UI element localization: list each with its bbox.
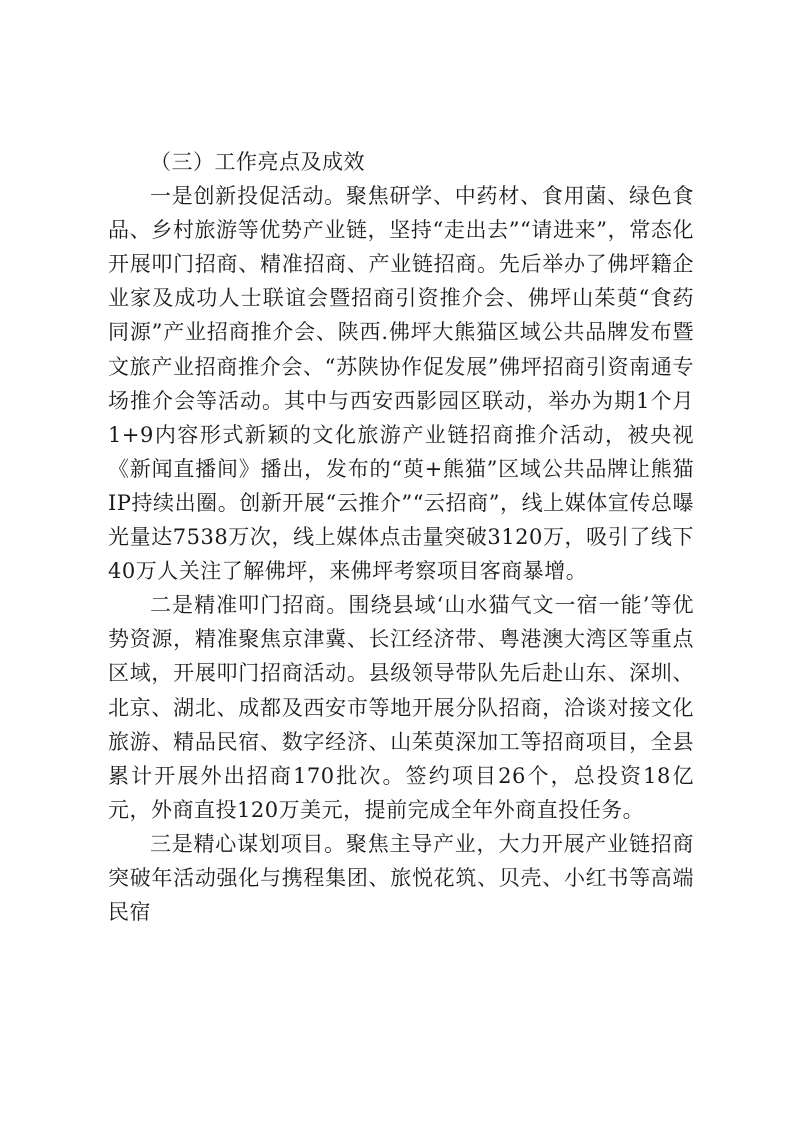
document-body: [108, 145, 694, 929]
paragraph-innovative-promotion: 一是创新投促活动。聚焦研学、中药材、食用菌、绿色食品、乡村旅游等优势产业链，坚持“走出去”“请进来”，常态化开展叩门招商、精准招商、产业链招商。先后举办了佛坪籍企业家及成功人士联谊会暨招商引资推介会、佛坪山茱萸“食药同源”产业招商推介会、陕西.佛坪大熊猫区域公共品牌发布暨文旅产业招商推介会、“苏陕协作促发展”佛坪招商引资南通专场推介会等活动。其中与西安西影园区联动，举办为期1个月1+9内容形式新颖的文化旅游产业链招商推介活动，被央视《新闻直播间》播出，发布的“萸+熊猫”区域公共品牌让熊猫IP持续出圈。创新开展“云推介”“云招商”，线上媒体宣传总曝光量达7538万次，线上媒体点击量突破3120万，吸引了线下40万人关注了解佛坪，来佛坪考察项目客商暴增。: [108, 184, 694, 584]
paragraph-project-planning: 三是精心谋划项目。聚焦主导产业，大力开展产业链招商突破年活动强化与携程集团、旅悦花筑、贝壳、小红书等高端民宿: [108, 831, 694, 925]
section-heading: （三）工作亮点及成效: [150, 150, 365, 174]
paragraph-targeted-investment: 二是精准叩门招商。围绕县域‘山水猫气文一宿一能’等优势资源，精准聚焦京津冀、长江经济带、粤港澳大湾区等重点区域，开展叩门招商活动。县级领导带队先后赴山东、深圳、北京、湖北、成都及西安市等地开展分队招商，洽谈对接文化旅游、精品民宿、数字经济、山茱萸深加工等招商项目，全县累计开展外出招商170批次。签约项目26个，总投资18亿元，外商直投120万美元，提前完成全年外商直投任务。: [108, 593, 694, 822]
